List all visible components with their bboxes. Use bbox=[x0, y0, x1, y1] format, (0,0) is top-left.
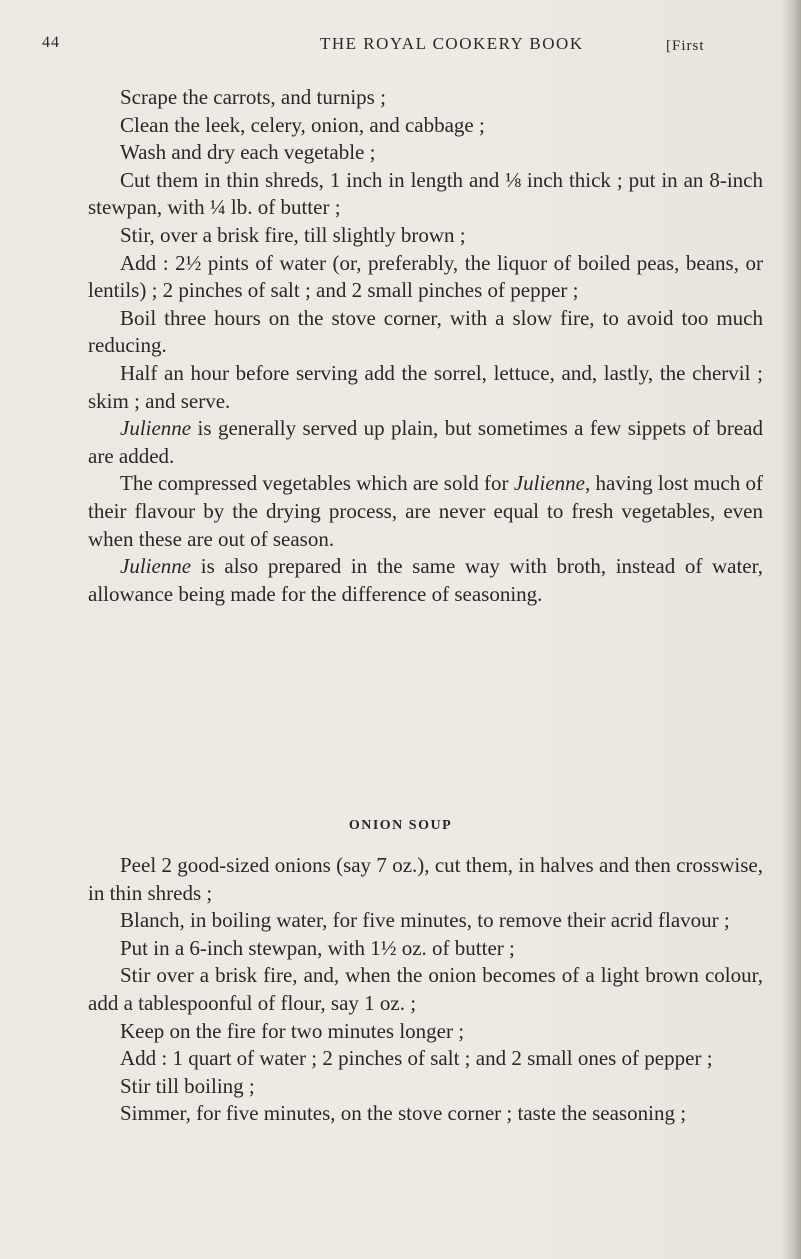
page-gutter-shadow bbox=[781, 0, 801, 1259]
instruction-line: Peel 2 good-sized onions (say 7 oz.), cut them, in halves and then crosswise, in thin shreds ; bbox=[88, 853, 763, 905]
instruction-line: Stir till boiling ; bbox=[120, 1073, 255, 1098]
instruction-line: Boil three hours on the stove corner, with a slow fire, to avoid too much reducing. bbox=[88, 305, 763, 358]
julienne-instructions bbox=[88, 84, 763, 608]
italic-term: Julienne bbox=[513, 471, 585, 496]
instruction-line: Keep on the fire for two minutes longer ; bbox=[120, 1018, 465, 1043]
julienne-note bbox=[88, 553, 763, 608]
julienne-note bbox=[88, 470, 763, 553]
instruction-line: Simmer, for five minutes, on the stove corner ; taste the seasoning ; bbox=[120, 1101, 687, 1126]
note-text: is generally served up plain, but sometimes a few sippets of bread are added. bbox=[88, 416, 763, 468]
instruction-line: Cut them in thin shreds, 1 inch in length and ⅛ inch thick ; put in an 8-inch stewpan, with ¼ lb. of butter ; bbox=[88, 167, 763, 220]
instruction-line: Clean the leek, celery, onion, and cabbage ; bbox=[120, 112, 485, 137]
page-number: 44 bbox=[42, 34, 60, 51]
note-text: is also prepared in the same way with broth, instead of water, allowance being made for the difference of seasoning. bbox=[88, 554, 763, 606]
running-head bbox=[42, 34, 752, 60]
instruction-line: Scrape the carrots, and turnips ; bbox=[120, 85, 386, 109]
italic-term: Julienne bbox=[120, 554, 192, 579]
section-label: [First bbox=[666, 38, 705, 54]
julienne-note bbox=[88, 415, 763, 470]
instruction-line: Stir, over a brisk fire, till slightly brown ; bbox=[120, 222, 466, 247]
instruction-line: Add : 2½ pints of water (or, preferably, the liquor of boiled peas, beans, or lentils) ; 2 pinches of salt ; and 2 small pinches of pepper ; bbox=[88, 250, 763, 303]
running-title: THE ROYAL COOKERY BOOK bbox=[320, 34, 584, 53]
instruction-line: Half an hour before serving add the sorrel, lettuce, and, lastly, the chervil ; skim ; and serve. bbox=[88, 360, 763, 413]
italic-term: Julienne bbox=[120, 416, 192, 441]
onion-soup-instructions bbox=[88, 852, 763, 1128]
note-text: The compressed vegetables which are sold for bbox=[120, 471, 514, 496]
instruction-line: Add : 1 quart of water ; 2 pinches of salt ; and 2 small ones of pepper ; bbox=[120, 1046, 713, 1071]
note-text: , having lost much of their flavour by the drying process, are never equal to fresh vegetables, even when these are out of season. bbox=[88, 471, 763, 551]
instruction-line: Blanch, in boiling water, for five minutes, to remove their acrid flavour ; bbox=[120, 908, 730, 933]
instruction-line: Wash and dry each vegetable ; bbox=[120, 140, 376, 165]
section-heading: ONION SOUP bbox=[348, 818, 453, 833]
instruction-line: Put in a 6-inch stewpan, with 1½ oz. of butter ; bbox=[120, 935, 515, 960]
instruction-line: Stir over a brisk fire, and, when the onion becomes of a light brown colour, add a tablespoonful of flour, say 1 oz. ; bbox=[88, 963, 763, 1015]
